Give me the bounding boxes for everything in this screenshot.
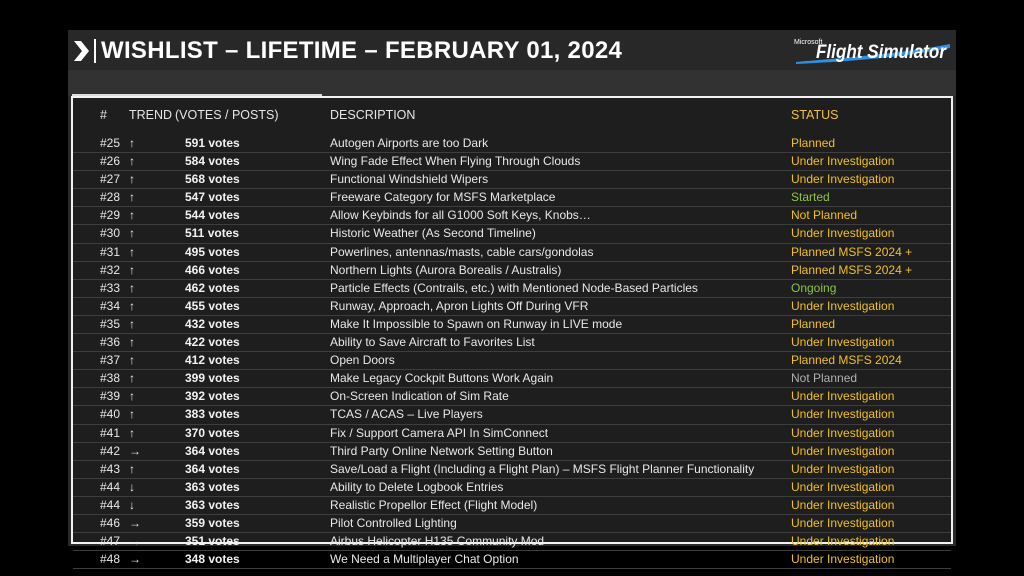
votes-cell: 466 votes [185,262,240,277]
table-row [73,225,951,243]
table-row [73,153,951,171]
votes-cell: 568 votes [185,172,240,187]
table-row [73,388,951,406]
trend-icon: ↑ [129,335,135,350]
description-cell: Make It Impossible to Spawn on Runway in LIVE mode [330,316,623,331]
header-bar [68,30,956,70]
status-badge: Under Investigation [791,534,895,549]
description-cell: We Need a Multiplayer Chat Option [330,552,519,567]
votes-cell: 363 votes [185,479,240,494]
votes-cell: 495 votes [185,244,240,259]
status-badge: Under Investigation [791,443,895,458]
table-row [73,135,951,153]
rank-cell: #34 [100,298,121,313]
votes-cell: 591 votes [185,136,240,150]
description-cell: Make Legacy Cockpit Buttons Work Again [330,371,554,386]
description-cell: Wing Fade Effect When Flying Through Clouds [330,154,581,169]
description-cell: Allow Keybinds for all G1000 Soft Keys, Knobs… [330,208,591,223]
col-rank-header: # [100,108,107,122]
rank-cell: #29 [100,208,121,223]
trend-icon: → [129,534,141,549]
trend-icon: ↑ [129,461,135,476]
status-badge: Under Investigation [791,407,895,422]
description-cell: Third Party Online Network Setting Button [330,443,553,458]
votes-cell: 392 votes [185,389,240,404]
rank-cell: #48 [100,552,121,567]
table-row [73,479,951,497]
chevron-right-icon [72,41,90,61]
votes-cell: 351 votes [185,534,240,549]
trend-icon: ↑ [129,190,135,205]
status-badge: Under Investigation [791,425,895,440]
votes-cell: 422 votes [185,335,240,350]
description-cell: Historic Weather (As Second Timeline) [330,226,536,241]
rank-cell: #44 [100,479,121,494]
sub-header-bar [68,70,956,96]
rank-cell: #25 [100,136,121,150]
table-header [73,98,951,130]
flight-simulator-logo [790,32,952,68]
votes-cell: 547 votes [185,190,240,205]
status-badge: Not Planned [791,208,858,223]
status-badge: Planned [791,136,836,150]
status-badge: Under Investigation [791,154,895,169]
trend-icon: → [129,515,141,530]
trend-icon: ↓ [129,497,135,512]
page-title: WISHLIST – LIFETIME – FEBRUARY 01, 2024 [101,37,623,64]
wishlist-frame [68,30,956,567]
votes-cell: 544 votes [185,208,240,223]
table-row [73,280,951,298]
description-cell: Particle Effects (Contrails, etc.) with Mentioned Node-Based Particles [330,280,698,295]
description-cell: Autogen Airports are too Dark [330,136,489,150]
votes-cell: 399 votes [185,371,240,386]
rank-cell: #47 [100,534,121,549]
table-row [73,352,951,370]
table-body [73,135,951,569]
status-badge: Under Investigation [791,479,895,494]
rank-cell: #31 [100,244,121,259]
votes-cell: 363 votes [185,497,240,512]
status-badge: Under Investigation [791,552,895,567]
rank-cell: #36 [100,335,121,350]
trend-icon: ↑ [129,371,135,386]
rank-cell: #33 [100,280,121,295]
status-badge: Planned [791,316,836,331]
description-cell: Ability to Delete Logbook Entries [330,479,504,494]
rank-cell: #44 [100,497,121,512]
status-badge: Under Investigation [791,335,895,350]
status-badge: Ongoing [791,280,837,295]
status-badge: Under Investigation [791,515,895,530]
table-row [73,244,951,262]
description-cell: Powerlines, antennas/masts, cable cars/gondolas [330,244,594,259]
description-cell: Runway, Approach, Apron Lights Off During VFR [330,298,589,313]
rank-cell: #42 [100,443,121,458]
status-badge: Under Investigation [791,298,895,313]
description-cell: Realistic Propellor Effect (Flight Model) [330,497,538,512]
votes-cell: 370 votes [185,425,240,440]
votes-cell: 383 votes [185,407,240,422]
status-badge: Not Planned [791,371,858,386]
status-badge: Under Investigation [791,461,895,476]
table-row [73,533,951,551]
rank-cell: #41 [100,425,121,440]
trend-icon: ↑ [129,136,135,150]
description-cell: On-Screen Indication of Sim Rate [330,389,509,404]
votes-cell: 511 votes [185,226,240,241]
votes-cell: 584 votes [185,154,240,169]
status-badge: Under Investigation [791,226,895,241]
status-badge: Planned MSFS 2024 [791,353,902,368]
description-cell: Northern Lights (Aurora Borealis / Australis) [330,262,562,277]
rank-cell: #39 [100,389,121,404]
table-row [73,425,951,443]
trend-icon: ↑ [129,244,135,259]
votes-cell: 348 votes [185,552,240,567]
status-badge: Under Investigation [791,497,895,512]
rank-cell: #30 [100,226,121,241]
trend-icon: ↓ [129,479,135,494]
votes-cell: 455 votes [185,298,240,313]
rank-cell: #26 [100,154,121,169]
votes-cell: 412 votes [185,353,240,368]
table-row [73,551,951,569]
votes-cell: 359 votes [185,515,240,530]
trend-icon: ↑ [129,208,135,223]
votes-cell: 432 votes [185,316,240,331]
rank-cell: #38 [100,371,121,386]
trend-icon: ↑ [129,154,135,169]
trend-icon: ↑ [129,407,135,422]
table-row [73,443,951,461]
description-cell: Ability to Save Aircraft to Favorites List [330,335,535,350]
rank-cell: #37 [100,353,121,368]
rank-cell: #35 [100,316,121,331]
wishlist-table [71,96,953,567]
table-row [73,207,951,225]
description-cell: Pilot Controlled Lighting [330,515,457,530]
table-row [73,370,951,388]
table-row [73,406,951,424]
status-badge: Started [791,190,830,205]
table-row [73,334,951,352]
description-cell: Freeware Category for MSFS Marketplace [330,190,556,205]
col-description-header: DESCRIPTION [330,108,416,122]
table-row [73,171,951,189]
status-badge: Planned MSFS 2024 + [791,262,913,277]
logo-brand: Microsoft [794,39,823,46]
votes-cell: 462 votes [185,280,240,295]
rank-cell: #32 [100,262,121,277]
description-cell: Functional Windshield Wipers [330,172,489,187]
description-cell: Fix / Support Camera API In SimConnect [330,425,549,440]
rank-cell: #46 [100,515,121,530]
col-status-header: STATUS [791,108,839,122]
trend-icon: ↑ [129,425,135,440]
status-badge: Under Investigation [791,389,895,404]
table-row [73,515,951,533]
votes-cell: 364 votes [185,443,240,458]
description-cell: Save/Load a Flight (Including a Flight Plan) – MSFS Flight Planner Functionality [330,461,755,476]
status-badge: Under Investigation [791,172,895,187]
rank-cell: #27 [100,172,121,187]
table-row [73,461,951,479]
votes-cell: 364 votes [185,461,240,476]
trend-icon: → [129,552,141,567]
trend-icon: ↑ [129,262,135,277]
trend-icon: ↑ [129,280,135,295]
col-votes-header: (VOTES / POSTS) [175,108,279,122]
status-badge: Planned MSFS 2024 + [791,244,913,259]
rank-cell: #40 [100,407,121,422]
description-cell: TCAS / ACAS – Live Players [330,407,483,422]
table-row [73,298,951,316]
table-row [73,262,951,280]
description-cell: Airbus Helicopter H135 Community Mod [330,534,545,549]
trend-icon: ↑ [129,172,135,187]
rank-cell: #43 [100,461,121,476]
table-row [73,497,951,515]
title-divider [94,39,96,63]
trend-icon: → [129,443,141,458]
trend-icon: ↑ [129,316,135,331]
table-row [73,316,951,334]
trend-icon: ↑ [129,226,135,241]
description-cell: Open Doors [330,353,395,368]
logo-text: Flight Simulator [816,42,948,63]
col-trend-header: TREND [129,108,173,122]
trend-icon: ↑ [129,389,135,404]
table-row [73,189,951,207]
trend-icon: ↑ [129,298,135,313]
trend-icon: ↑ [129,353,135,368]
rank-cell: #28 [100,190,121,205]
